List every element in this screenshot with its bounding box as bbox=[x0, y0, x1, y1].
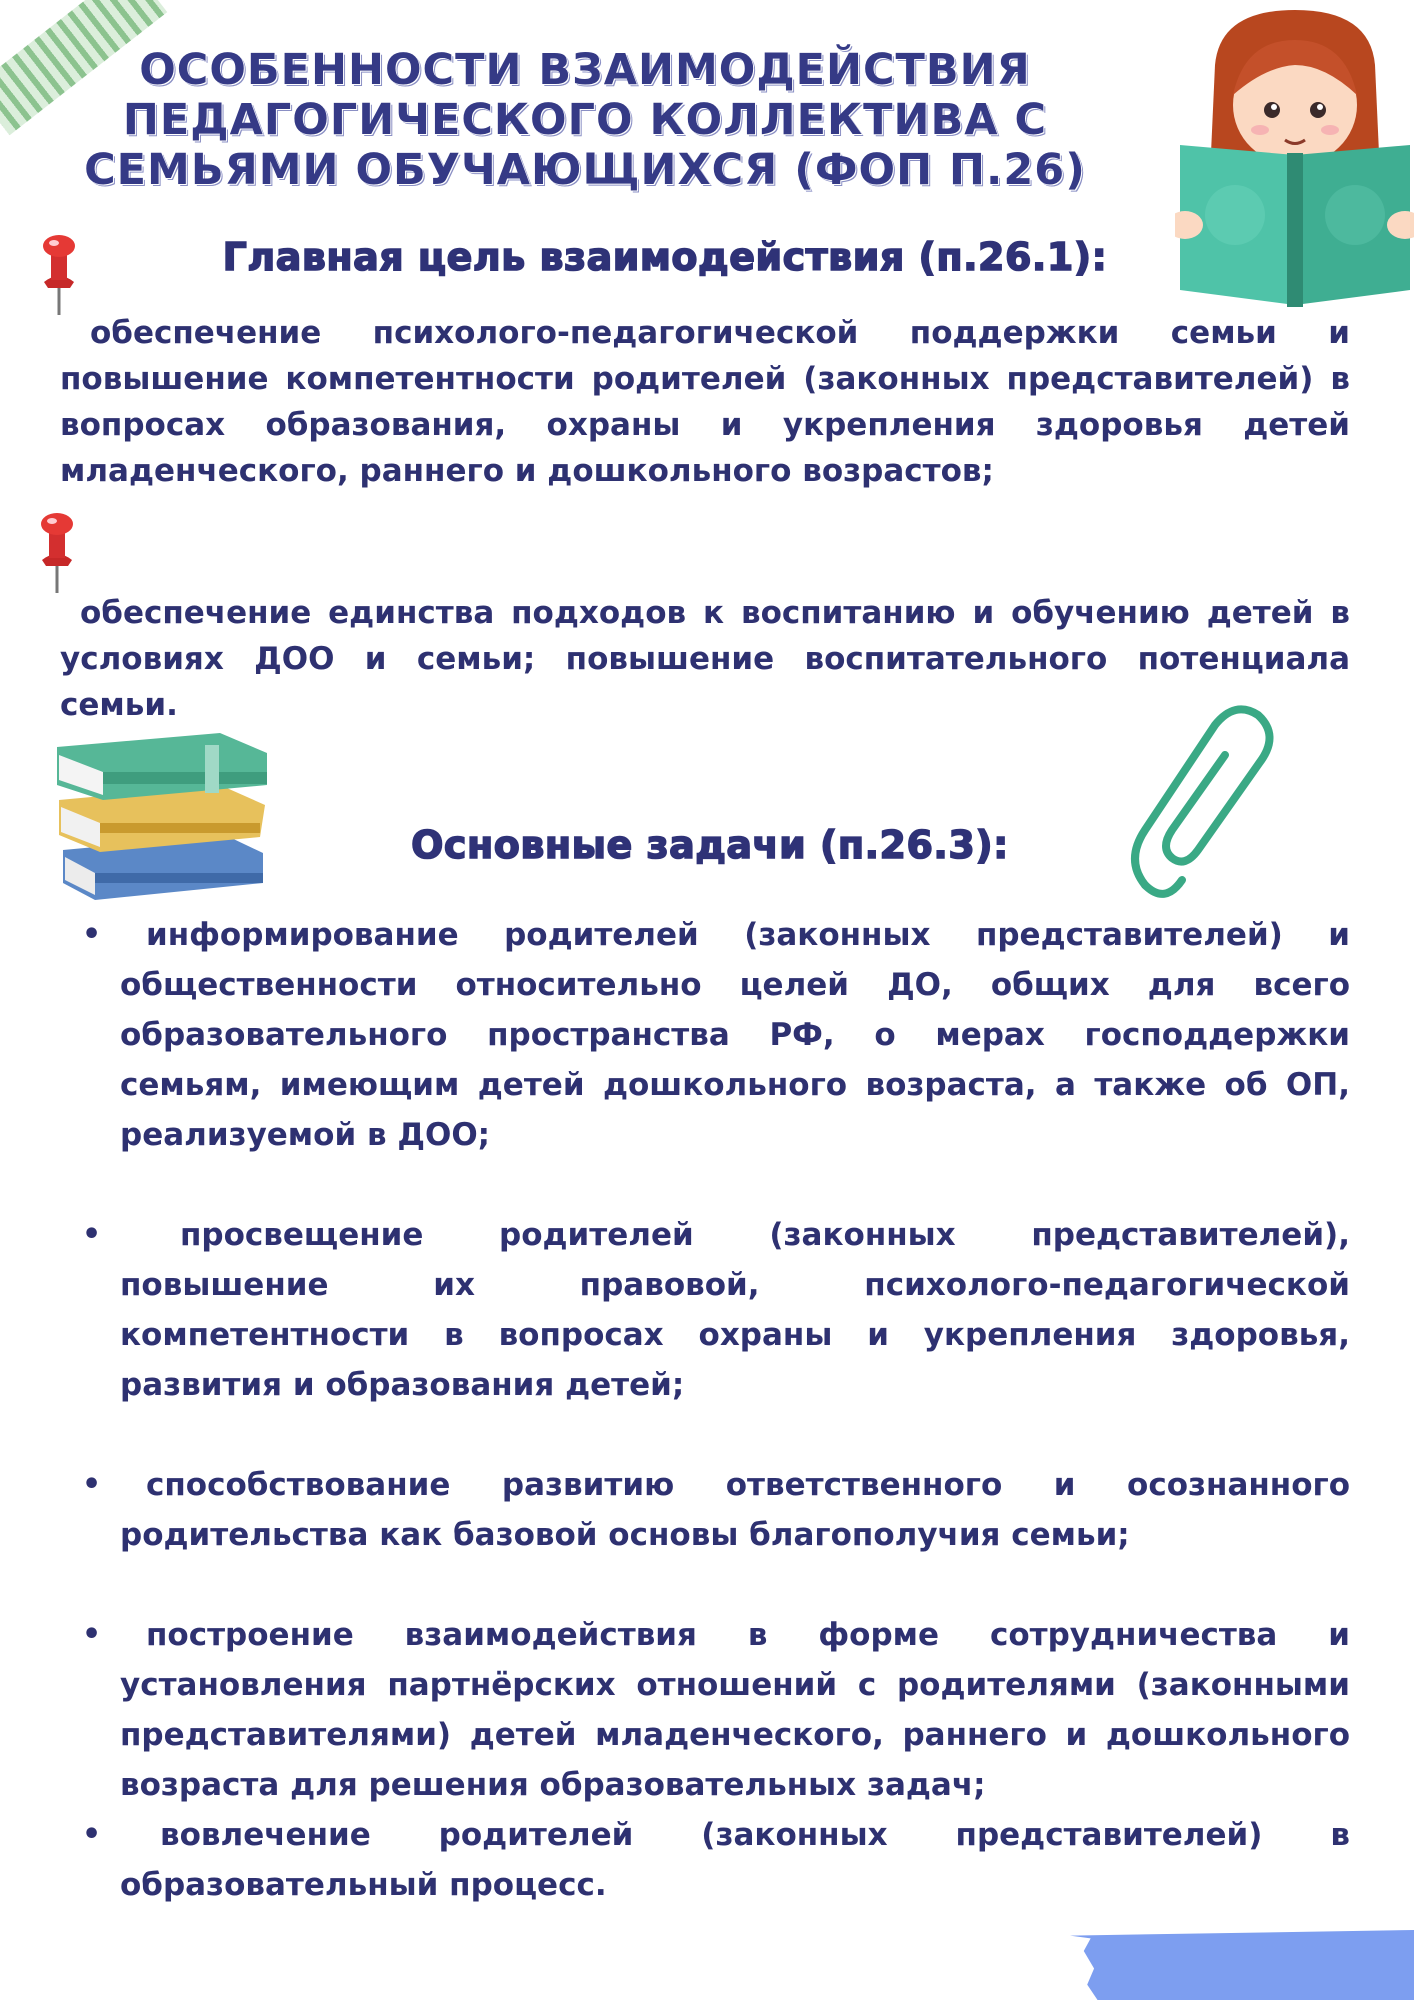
bullet: • bbox=[82, 917, 102, 952]
goal-item-1: обеспечение психолого-педагогической поддержки семьи и повышение компетентности родителей (законных представителей) в вопросах образования, охраны и укрепления здоровья детей младенческого, раннего и дошкольного возрастов; bbox=[60, 315, 1350, 489]
goal-item-2: обеспечение единства подходов к воспитанию и обучению детей в условиях ДОО и семьи; повышение воспитательного потенциала семьи. bbox=[60, 595, 1350, 723]
list-item bbox=[60, 1460, 1350, 1560]
decorative-blue-strip bbox=[1070, 1930, 1414, 2000]
page-title: ОСОБЕННОСТИ ВЗАИМОДЕЙСТВИЯ ПЕДАГОГИЧЕСКОГО КОЛЛЕКТИВА С СЕМЬЯМИ ОБУЧАЮЩИХСЯ (ФОП П.26) bbox=[84, 45, 1086, 195]
task-text: информирование родителей (законных представителей) и общественности относительно целей ДО, общих для всего образовательного пространства РФ, о мерах господдержки семьям, имеющим детей дошкольного возраста, а также об ОП, реализуемой в ДОО; bbox=[120, 917, 1350, 1153]
bullet: • bbox=[82, 1817, 102, 1852]
task-text: вовлечение родителей (законных представителей) в образовательный процесс. bbox=[120, 1817, 1350, 1903]
girl-reading-illustration bbox=[1175, 5, 1414, 310]
tasks-heading: Основные задачи (п.26.3): bbox=[411, 823, 1009, 867]
list-item bbox=[60, 1210, 1350, 1410]
books-stack-illustration bbox=[55, 725, 275, 900]
pushpin-icon bbox=[30, 510, 85, 595]
list-item bbox=[60, 910, 1350, 1160]
bullet: • bbox=[82, 1617, 102, 1652]
task-text: просвещение родителей (законных представителей), повышение их правовой, психолого-педагогической компетентности в вопросах охраны и укрепления здоровья, развития и образования детей; bbox=[120, 1217, 1350, 1403]
paperclip-icon bbox=[1120, 700, 1280, 910]
bullet: • bbox=[82, 1467, 102, 1502]
bullet: • bbox=[82, 1217, 102, 1252]
list-item bbox=[60, 1610, 1350, 1810]
goal-heading: Главная цель взаимодействия (п.26.1): bbox=[222, 235, 1108, 279]
task-text: построение взаимодействия в форме сотрудничества и установления партнёрских отношений с родителями (законными представителями) детей младенческого, раннего и дошкольного возраста для решения образовательных задач; bbox=[120, 1617, 1350, 1803]
task-text: способствование развитию ответственного и осознанного родительства как базовой основы благополучия семьи; bbox=[120, 1467, 1350, 1553]
list-item bbox=[60, 1810, 1350, 1910]
tasks-list bbox=[60, 910, 1350, 1910]
pushpin-icon bbox=[32, 232, 87, 317]
